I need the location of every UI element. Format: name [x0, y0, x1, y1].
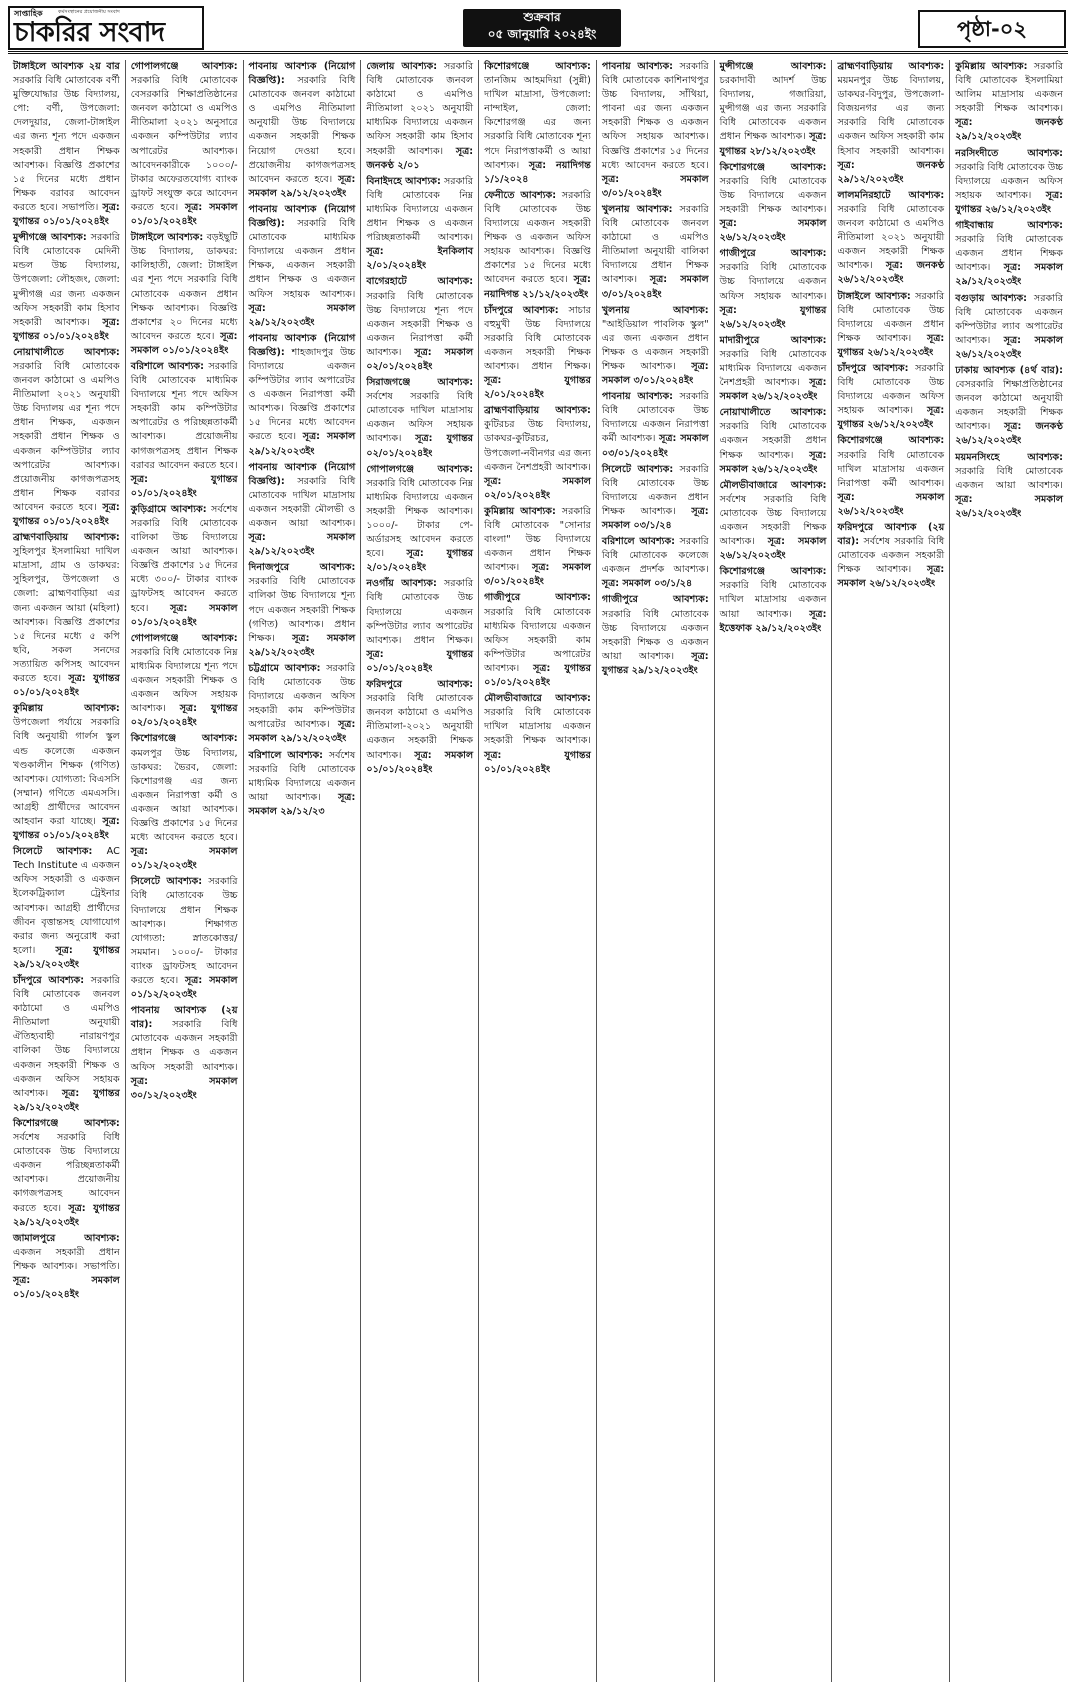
ad-source: সূত্র: সমকাল ২৯/১২/২০২৩ইং — [248, 719, 356, 745]
job-ad — [720, 247, 827, 332]
ad-heading: গাজীপুরে আবশ্যক: — [484, 592, 591, 604]
ad-heading: কিশোরগঞ্জে আবশ্যক: — [13, 1117, 120, 1129]
ad-heading: কিশোরগঞ্জে আবশ্যক: — [719, 161, 827, 173]
ad-body: সরকারি বিধি মোতাবেক মাধ্যমিক বিদ্যালয়ে একজন নৈশপ্রহরী আবশ্যক। — [719, 348, 827, 389]
ad-body: সরকারি বিধি মোতাবেক জনবল কাঠামো ও এমপিও নীতিমালা অনুযায়ী বালিকা বিদ্যালয়ে প্রধান শিক্ষক আবশ্যক। — [601, 203, 709, 286]
ad-heading: বগুড়ায় আবশ্যক: — [955, 292, 1028, 304]
issue-date: ০৫ জানুয়ারি ২০২৪ইং — [487, 27, 597, 41]
column — [950, 60, 1068, 1682]
ad-source: সূত্র: জনকণ্ঠ ২৬/১২/২০২৩ইং — [955, 421, 1063, 447]
job-ad — [366, 275, 473, 374]
ad-heading: বরিশালে আবশ্যক: — [601, 536, 676, 548]
masthead-subtitle: কর্মসংস্থানের প্রয়োজনীয় সংবাদ — [58, 9, 120, 15]
ad-body: সরকারি বিধি মোতাবেক মাধ্যমিক বিদ্যালয়ে শূন্য পদে অফিস সহকারী কাম কম্পিউটার অপারেটর ও পরিচ্ছন্নতাকর্মী আবশ্যক। প্রয়োজনীয় কাগজপত্রসহ প্রধান শিক্ষক বরাবর আবেদন করতে হবে। — [130, 360, 238, 471]
job-ad — [602, 390, 709, 460]
ad-heading: মৌলভীবাজারে আবশ্যক: — [484, 693, 591, 705]
ad-source: সূত্র: সমকাল ২৬/১২/২০২৩ইং — [955, 493, 1063, 519]
job-ad — [720, 565, 827, 635]
job-ad — [837, 434, 944, 519]
job-ad — [249, 60, 356, 201]
ad-source: সূত্র: যুগান্তর ০১/০১/২০২৪ইং — [484, 662, 591, 689]
ad-source: সূত্র: সমকাল ২৯/১২/২০২৩ইং — [955, 262, 1063, 288]
ad-heading: খুলনায় আবশ্যক: — [601, 203, 673, 215]
column — [361, 60, 479, 1682]
column — [244, 60, 362, 1682]
job-ad — [249, 203, 356, 330]
job-ad — [837, 521, 944, 591]
job-ad — [484, 591, 591, 690]
ad-body: সরকারি বিধি মোতাবেক উচ্চ বিদ্যালয়ে একজন নিরাপত্তা কর্মী আবশ্যক। — [601, 391, 709, 445]
ad-body: সরকারি বিধি মোতাবেক উচ্চ বিদ্যালয়ে একজন সহকারী শিক্ষক ও একজন আয়া আবশ্যক। — [601, 608, 709, 662]
job-ad — [131, 1004, 238, 1103]
ad-source: সূত্র: সমকাল ০১/০১/২০২৪ইং — [130, 330, 238, 356]
ad-heading: টাঙ্গাইলে আবশ্যক: — [130, 232, 204, 244]
column — [715, 60, 833, 1682]
ad-body: সর্বশেষ সরকারি বিধি মোতাবেক বালিকা উচ্চ বিদ্যালয়ে একজন আয়া আবশ্যক। বিজ্ঞপ্তি প্রকাশের ১৫ দিনের মধ্যে ৩০০/- টাকার ব্যাংক ড্রাফটসহ আবেদন করতে হবে। — [130, 503, 238, 614]
ad-heading: বিনাইদহে আবশ্যক: — [366, 175, 441, 187]
ad-body: সরকারি বিধি মোতাবেক উচ্চ বিদ্যালয়ে একজন অফিস সহায়ক আবশ্যক। — [955, 161, 1063, 201]
ad-body: সরকারি বিধি মোতাবেক নিম্ন মাধ্যমিক বিদ্যালয়ে শূন্য পদে একজন সহকারী শিক্ষক ও একজন অফিস সহায়ক আবশ্যক। — [130, 646, 238, 715]
job-ad — [366, 678, 473, 777]
ad-body: সরকারি বিধি মোতাবেক দাখিল মাদ্রাসায় একজন সহকারী মৌলভী ও একজন আয়া আবশ্যক। — [248, 475, 356, 529]
ad-heading: ফরিদপুরে আবশ্যক (২য় বার): — [837, 522, 945, 548]
ad-heading: পাবনায় আবশ্যক (নিয়োগ বিজ্ঞপ্তি): — [248, 61, 356, 87]
job-ad — [13, 231, 120, 344]
ad-heading: ফরিদপুরে আবশ্যক: — [366, 679, 474, 691]
ad-body: সরকারি বিধি মোতাবেক উচ্চ বিদ্যালয়ে একজন সহকারী শিক্ষক ও একজন অফিস সহায়ক আবশ্যক। বিজ্ঞপ্তি প্রকাশের ১৫ দিনের মধ্যে আবেদন করতে হবে। — [484, 189, 591, 286]
ad-source: সূত্র: যুগান্তর ০১/০১/২০২৪ইং — [13, 316, 120, 342]
job-ad — [13, 531, 120, 700]
ad-source: সূত্র: সমকাল ৩/০১/২০২৪ইং — [484, 562, 591, 588]
ad-body: সরকারি বিধি মোতাবেক উচ্চ বিদ্যালয়ে একজন কম্পিউটার ল্যাব অপারেটর আবশ্যক। প্রধান শিক্ষক। — [366, 578, 474, 646]
ad-source: সূত্র: সমকাল ০১/১২/২০২৩ইং — [130, 975, 238, 1001]
column — [8, 60, 126, 1682]
ad-heading: চট্টগ্রামে আবশ্যক: — [248, 662, 321, 674]
ad-source: সূত্র: সমকাল ০২/০১/২০২৪ইং — [366, 346, 474, 372]
ad-heading: পাবনায় আবশ্যক: — [601, 61, 673, 72]
ad-body: বেসরকারি শিক্ষাপ্রতিষ্ঠানের জনবল কাঠামো অনুযায়ী একজন সহকারী শিক্ষক আবশ্যক। — [955, 379, 1063, 433]
ad-heading: কিশোরগঞ্জে আবশ্যক: — [484, 61, 591, 72]
ad-source: সূত্র: সমকাল ২৬/১২/২০২৩ইং — [719, 218, 827, 244]
issue-day: শুক্রবার — [523, 10, 561, 24]
ad-heading: কুড়িগ্রামে আবশ্যক: — [130, 503, 207, 515]
job-ad — [602, 535, 709, 591]
ad-heading: সিলেটে আবশ্যক: — [130, 876, 203, 888]
ad-source: সূত্র: সমকাল ০৩/১/২৪ — [601, 505, 709, 531]
ad-source: সূত্র: সমকাল ২৬/১২/২০২৩ইং — [719, 377, 827, 403]
ad-heading: দিনাজপুরে আবশ্যক: — [248, 562, 356, 574]
ad-source: সূত্র: যুগান্তর ২৯/১২/২০২৩ইং — [13, 944, 120, 970]
ad-heading: ফেনীতে আবশ্যক: — [484, 189, 557, 201]
ad-heading: সিলেটে আবশ্যক: — [601, 463, 674, 475]
job-ad — [837, 189, 944, 288]
ad-body: সরকারি বিধি মোতাবেক জনবল কাঠামো ও এমপিও নীতিমালা অনুযায়ী উচ্চ বিদ্যালয়ে একজন সহকারী শিক্ষক নিয়োগ দেওয়া হবে। প্রয়োজনীয় কাগজপত্রসহ আবেদন করতে হবে। — [248, 75, 356, 185]
job-ad — [720, 161, 827, 246]
ad-source: সূত্র: জনকণ্ঠ ২৬/১২/২০২৩ইং — [837, 260, 945, 286]
ad-body: উপজেলা পর্যায়ে সরকারি বিধি অনুযায়ী গার্লস স্কুল এন্ড কলেজে একজন খণ্ডকালীন শিক্ষক (গণিত) আবশ্যক। যোগ্যতা: বিএসসি (সম্মান) গণিতে এমএসসি। আগ্রহী প্রার্থীদের আবেদন আহবান করা যাচ্ছে। — [13, 717, 120, 827]
job-ad — [720, 479, 827, 564]
ad-heading: নরসিংদীতে আবশ্যক: — [955, 147, 1063, 159]
ad-source: সূত্র: যুগান্তর ০১/০১/২০২৪ইং — [13, 501, 120, 527]
ad-body: সাচার বহুমুখী উচ্চ বিদ্যালয়ে সরকারি বিধি মোতাবেক একজন সহকারী শিক্ষক আবশ্যক। প্রধান শিক্ষক। — [484, 304, 591, 372]
ad-body: সরকারি বিধি মোতাবেক উচ্চ বিদ্যালয়ে একজন অফিস সহকারী কাম কম্পিউটার অপারেটর আবশ্যক। — [248, 662, 356, 731]
ad-body: সরকারি বিধি মোতাবেক দাখিল মাদ্রাসায় একজন আয়া আবশ্যক। — [719, 580, 827, 620]
column — [126, 60, 244, 1682]
job-ad — [955, 147, 1063, 217]
ad-source: সূত্র: সমকাল ২৯/১২/২০২৩ইং — [248, 431, 356, 457]
ad-source: সূত্র: যুগান্তর ০২/০১/২০২৪ইং — [130, 703, 238, 729]
ad-body: সুহিলপুর ইসলামিয়া দাখিল মাদ্রাসা, গ্রাম ও ডাকঘর: সুহিলপুর, উপজেলা ও জেলা: ব্রাহ্মণবাড়িয়া এর জন্য একজন আয়া (মহিলা) আবশ্যক। বিজ্ঞপ্তি প্রকাশের ১৫ দিনের মধ্যে ৫ কপি ছবি, সকল সনদের সত্যায়িত কপিসহ আবেদন করতে হবে। — [13, 546, 120, 685]
ad-source: সূত্র: যুগান্তর ২৯/১২/২০২৩ইং — [13, 1087, 120, 1113]
ad-heading: ব্রাহ্মণবাড়িয়ায় আবশ্যক: — [837, 61, 945, 72]
ad-body: সরকারি বিধি মোতাবেক "সোনার বাংলা" উচ্চ বিদ্যালয়ে একজন প্রধান শিক্ষক আবশ্যক। — [484, 505, 591, 574]
ad-source: সূত্র: যুগান্তর ২/০১/২০২৪ইং — [484, 375, 591, 401]
ad-source: সূত্র: ইনকিলাব ২/০১/২০২৪ইং — [366, 246, 474, 272]
ad-source: সূত্র: সমকাল ০৩/০১/২০২৪ইং — [601, 433, 709, 459]
ad-source: সূত্র: যুগান্তর ২৬/১২/২০২৩ইং — [837, 405, 945, 431]
ad-heading: গাজীপুরে আবশ্যক: — [719, 248, 827, 260]
ad-body: ময়মনপুর উচ্চ বিদ্যালয়, ডাকঘর-বিদুপুর, উপজেলা-বিজয়নগর এর জন্য সরকারি বিধি মোতাবেক একজন অফিস সহকারী কাম হিসাব সহকারী আবশ্যক। — [837, 75, 945, 157]
ad-body: সরকারি বিধি মোতাবেক ইসলামিয়া আলিম মাদ্রাসায় একজন সহকারী শিক্ষক আবশ্যক। — [955, 61, 1063, 115]
job-ad — [484, 189, 591, 302]
ad-body: সরকারি বিধি মোতাবেক উচ্চ বিদ্যালয়ে একজন প্রধান শিক্ষক আবশ্যক। — [601, 463, 709, 517]
job-ad — [720, 406, 827, 476]
ad-body: সরকারি বিধি মোতাবেক কাশিনাথপুর উচ্চ বিদ্যালয়, সাঁথিয়া, পাবনা এর জন্য একজন সহকারী শিক্ষক ও একজন অফিস সহায়ক আবশ্যক। বিজ্ঞপ্তি প্রকাশের ১৫ দিনের মধ্যে আবেদন করতে হবে। — [601, 61, 709, 171]
ad-heading: পাবনায় আবশ্যক (নিয়োগ বিজ্ঞপ্তি): — [248, 332, 356, 358]
ad-source: সূত্র: সমকাল ২৬/১২/২০২৩ইং — [719, 449, 827, 475]
job-ad — [131, 503, 238, 630]
ad-source: সূত্র: যুগান্তর ২৬/১২/২০২৩ইং — [719, 304, 827, 330]
ad-body: সরকারি বিধি মোতাবেক একজন সহকারী প্রধান শিক্ষক ও একজন অফিস সহকারী আবশ্যক। — [130, 1019, 238, 1073]
job-ad — [131, 231, 238, 358]
classified-columns — [8, 60, 1068, 1682]
column — [479, 60, 597, 1682]
ad-body: শাহজাদপুর উচ্চ বিদ্যালয়ে একজন কম্পিউটার ল্যাব অপারেটর ও একজন নিরাপত্তা কর্মী আবশ্যক। বিজ্ঞপ্তি প্রকাশের ১৫ দিনের মধ্যে আবেদন করতে হবে। — [248, 346, 356, 443]
job-ad — [602, 60, 709, 201]
job-ad — [13, 702, 120, 843]
ad-body: সর্বশেষ সরকারি বিধি মোতাবেক মাধ্যমিক বিদ্যালয়ে একজন আয়া আবশ্যক। — [248, 749, 356, 803]
job-ad — [955, 292, 1063, 362]
ad-body: কুটিরচর উচ্চ বিদ্যালয়, ডাকঘর-কুটিরচর, উপজেলা-নবীনগর এর জন্য একজন নৈশপ্রহরী আবশ্যক। — [484, 419, 591, 473]
ad-heading: ময়মনসিংহে আবশ্যক: — [955, 451, 1063, 463]
masthead-title: চাকরির সংবাদ — [14, 17, 165, 48]
ad-heading: কিশোরগঞ্জে আবশ্যক: — [130, 733, 238, 745]
job-ad — [13, 1232, 120, 1302]
ad-body: সরকারি বিধি মোতাবেক মাধ্যমিক বিদ্যালয়ে একজন অফিস সহকারী কাম কম্পিউটার অপারেটর আবশ্যক। — [484, 606, 591, 674]
ad-heading: খুলনায় আবশ্যক: — [601, 304, 709, 316]
ad-source: সূত্র: সমকাল ০১/০১/২০২৪ইং — [366, 749, 474, 775]
date-box — [463, 9, 621, 47]
job-ad — [13, 60, 120, 229]
ad-body: সরকারি বিধি মোতাবেক মাধ্যমিক বিদ্যালয়ে একজন প্রধান শিক্ষক, একজন সহকারী প্রধান শিক্ষক ও একজন অফিস সহায়ক আবশ্যক। — [248, 218, 356, 300]
ad-source: সূত্র: সমকাল ০২/০১/২০২৪ইং — [484, 475, 591, 501]
job-ad — [602, 203, 709, 302]
job-ad — [249, 662, 356, 747]
ad-source: সূত্র: যুগান্তর ২৬/১২/২০২৩ইং — [837, 332, 945, 358]
ad-heading: গোপালগঞ্জে আবশ্যক: — [130, 632, 238, 644]
job-ad — [484, 692, 591, 777]
job-ad — [602, 463, 709, 533]
job-ad — [131, 60, 238, 229]
job-ad — [13, 1117, 120, 1230]
ad-heading: মাদারীপুরে আবশ্যক: — [719, 334, 827, 346]
job-ad — [602, 304, 709, 389]
job-ad — [955, 60, 1063, 145]
ad-source: সূত্র: যুগান্তর ২৯/১২/২০২৩ইং — [13, 1202, 120, 1228]
ad-source: সূত্র: সমকাল ০৩/১/২৪ — [601, 578, 693, 590]
ad-body: সর্বশেষ সরকারি বিধি মোতাবেক উচ্চ বিদ্যালয়ে একজন সহকারী শিক্ষক আবশ্যক। — [719, 493, 827, 548]
ad-heading: বাগেরহাটে আবশ্যক: — [366, 276, 474, 288]
ad-heading: বরিশালে আবশ্যক: — [248, 749, 324, 761]
ad-heading: কিশোরগঞ্জে আবশ্যক: — [837, 435, 945, 447]
ad-body: সরকারি বিধি মোতাবেক বেসরকারি শিক্ষাপ্রতিষ্ঠানের জনবল কাঠামো ও এমপিও নীতিমালা ২০২১ অনুসারে একজন কম্পিউটার ল্যাব অপারেটর আবশ্যক। আবেদনকারীকে ১০০০/- টাকার অফেরতযোগ্য ব্যাংক ড্রাফট সংযুক্ত করে আবেদন করতে হবে। — [130, 75, 238, 213]
ad-heading: কুমিল্লায় আবশ্যক: — [955, 61, 1028, 72]
job-ad — [484, 304, 591, 403]
ad-source: সূত্র: যুগান্তর ২/০১/২০২৪ইং — [366, 548, 474, 574]
ad-body: সরকারি বিধি মোতাবেক জনবল কাঠামো ও এমপিও নীতিমালা ২০২১ অনুযায়ী মাধ্যমিক বিদ্যালয়ে একজন অফিস সহকারী কাম হিসাব সহকারী আবশ্যক। — [366, 61, 474, 157]
ad-body: সর্বশেষ সরকারি বিধি মোতাবেক দাখিল মাদ্রাসায় একজন অফিস সহায়ক আবশ্যক। — [366, 391, 474, 445]
ad-body: তানজিম আহমদিয়া (সুন্নী) দাখিল মাদ্রাসা, উপজেলা: নান্দাইল, জেলা: কিশোরগঞ্জ এর জন্য সরকারি বিধি মোতাবেক শূন্য পদে নিরাপত্তাকর্মী ও আয়া আবশ্যক। — [484, 75, 591, 171]
ad-heading: কুমিল্লায় আবশ্যক: — [13, 703, 120, 715]
ad-body: সরকারি বিধি মোতাবেক জনবল কাঠামো ও এমপিও নীতিমালা-২০২১ অনুযায়ী একজন সহকারী শিক্ষক আবশ্যক। — [366, 693, 474, 761]
ad-source: সূত্র: সমকাল ২৬/১২/২০২৩ইং — [837, 491, 945, 517]
ad-body: সরকারি বিধি মোতাবেক জনবল কাঠামো ও এমপিও নীতিমালা ২০২১ অনুযায়ী উচ্চ বিদ্যালয় এর শূন্য পদে প্রধান শিক্ষক, একজন সহকারী প্রধান শিক্ষক ও একজন কম্পিউটার ল্যাব অপারেটর আবশ্যক। প্রয়োজনীয় কাগজপত্রসহ প্রধান শিক্ষক বরাবর আবেদন করতে হবে। — [13, 360, 120, 513]
job-ad — [249, 561, 356, 660]
ad-source: সূত্র: সমকাল ৩/০১/২০২৪ইং — [601, 173, 709, 199]
ad-body: সর্বশেষ সরকারি বিধি মোতাবেক উচ্চ বিদ্যালয়ে একজন পরিচ্ছন্নতাকর্মী আবশ্যক। প্রয়োজনীয় কাগজপত্রসহ আবেদন করতে হবে। — [13, 1132, 120, 1214]
ad-heading: চাঁদপুরে আবশ্যক: — [484, 304, 559, 316]
ad-source: সূত্র: যুগান্তর ০১/০১/২০২৪ইং — [13, 673, 120, 699]
ad-heading: গাজীপুরে আবশ্যক: — [601, 594, 709, 606]
job-ad — [955, 219, 1063, 289]
ad-source: সূত্র: যুগান্তর ২৬/১২/২০২৩ইং — [955, 189, 1063, 215]
ad-heading: চাঁদপুরে আবশ্যক: — [13, 975, 85, 986]
ad-source: সূত্র: সমকাল ০১/০১/২০২৪ইং — [130, 201, 238, 228]
ad-heading: জামালপুরে আবশ্যক: — [13, 1232, 120, 1244]
ad-heading: জেলায় আবশ্যক: — [366, 61, 438, 72]
job-ad — [13, 346, 120, 529]
ad-heading: মৌলভীবাজারে আবশ্যক: — [719, 479, 827, 491]
ad-source: সূত্র: নয়াদিগন্ত ২১/১২/২০২৩ইং — [484, 274, 591, 300]
ad-body: চরকাদাবী আদর্শ উচ্চ বিদ্যালয়, গজারিয়া, মুন্সীগঞ্জ এর জন্য সরকারি বিধি মোতাবেক একজন প্রধান শিক্ষক আবশ্যক। — [719, 75, 827, 143]
ad-source: সূত্র: সমকাল ২৯/১২/২০২৩ইং — [248, 532, 356, 558]
ad-source: সূত্র: যুগান্তর ০১/০১/২০২৪ইং — [484, 749, 591, 775]
ad-body: সরকারি বিধি মোতাবেক মেদিনী মন্ডল উচ্চ বিদ্যালয়, উপজেলা: লৌহজং, জেলা: মুন্সীগঞ্জ এর জন্য একজন অফিস সহকারী কাম হিসাব সহকারী আবশ্যক। — [13, 232, 120, 328]
job-ad — [720, 60, 827, 159]
ad-heading: কুমিল্লায় আবশ্যক: — [484, 505, 556, 517]
job-ad — [955, 451, 1063, 521]
ad-source: সূত্র: যুগান্তর ০১/০১/২০২৪ইং — [130, 473, 238, 499]
ad-source: সূত্র: সমকাল ২৯/১২/২০২৩ইং — [248, 632, 356, 658]
ad-heading: গোপালগঞ্জে আবশ্যক: — [366, 463, 474, 475]
ad-body: সরকারি বিধি মোতাবেক দাখিল মাদ্রাসায় একজন সহকারী শিক্ষক আবশ্যক। — [484, 707, 591, 747]
ad-body: সরকারি বিধি মোতাবেক বালিকা উচ্চ বিদ্যালয়ে শূন্য পদে একজন সহকারী শিক্ষক (গণিত) আবশ্যক। প্রধান শিক্ষক। — [248, 576, 356, 644]
ad-source: সূত্র: সমকাল ২৯/১২/২০২৩ইং — [248, 302, 356, 328]
ad-source: সূত্র: সমকাল ২৯/১২/২০২৩ইং — [248, 173, 356, 199]
job-ad — [13, 845, 120, 972]
job-ad — [602, 593, 709, 678]
ad-body: সরকারি বিধি মোতাবেক উচ্চ বিদ্যালয়ে একজন প্রধান শিক্ষক আবশ্যক। — [837, 290, 945, 344]
job-ad — [131, 360, 238, 501]
job-ad — [366, 463, 473, 576]
page-number: পৃষ্ঠা-০২ — [918, 10, 1066, 48]
job-ad — [366, 376, 473, 461]
job-ad — [366, 60, 473, 173]
ad-heading: মুন্সীগঞ্জে আবশ্যক: — [13, 232, 87, 244]
ad-source: সূত্র: ইত্তেফাক ২৯/১২/২০২৩ইং — [719, 608, 827, 634]
ad-body: সরকারি বিধি মোতাবেক উচ্চ বিদ্যালয়ে প্রধান শিক্ষক আবশ্যক। শিক্ষাগত যোগ্যতা: স্নাতকোত্তর/সমমান। ১০০০/- টাকার ব্যাংক ড্রাফটসহ আবেদন করতে হবে। — [130, 876, 238, 986]
job-ad — [131, 875, 238, 1002]
ad-body: সরকারি বিধি মোতাবেক একজন আয়া আবশ্যক। — [955, 465, 1063, 491]
ad-heading: পাবনায় আবশ্যক (নিয়োগ বিজ্ঞপ্তি): — [248, 461, 356, 487]
page-header — [8, 6, 1068, 54]
masthead-tag: সাপ্তাহিক — [14, 9, 43, 18]
ad-source: সূত্র: সমকাল ৩/০১/২০২৪ইং — [601, 360, 709, 387]
ad-body: "আইডিয়াল পাবলিক স্কুল" এর জন্য একজন প্রধান শিক্ষক ও একজন সহকারী শিক্ষক আবশ্যক। — [601, 318, 709, 372]
ad-source: সূত্র: যুগান্তর ০১/০১/২০২৪ইং — [13, 815, 120, 842]
ad-body: সরকারি বিধি মোতাবেক নিম্ন মাধ্যমিক বিদ্যালয়ে একজন সহকারী শিক্ষক আবশ্যক। ১০০০/- টাকার পে-অর্ডারসহ আবেদন করতে হবে। — [366, 477, 474, 560]
ad-source: সূত্র: যুগান্তর ০১/০১/২০২৪ইং — [13, 201, 120, 228]
job-ad — [131, 732, 238, 873]
ad-heading: গোপালগঞ্জে আবশ্যক: — [130, 61, 238, 72]
ad-source: সূত্র: যুগান্তর ২৯/১২/২০২৩ইং — [601, 650, 709, 676]
ad-body: সরকারি বিধি মোতাবেক একজন প্রধান শিক্ষক আবশ্যক। — [955, 234, 1063, 274]
ad-heading: ঢাকায় আবশ্যক (৪র্থ বার): — [955, 364, 1063, 376]
job-ad — [366, 175, 473, 274]
ad-body: সরকারি বিধি মোতাবেক উচ্চ বিদ্যালয়ে একজন অফিস সহায়ক আবশ্যক। — [719, 262, 827, 302]
ad-body: সর্বশেষ সরকারি বিধি মোতাবেক একজন সহকারী শিক্ষক আবশ্যক। — [837, 536, 945, 576]
ad-source: সূত্র: সমকাল ৩/০১/২০২৪ইং — [601, 274, 709, 300]
ad-body: সরকারি বিধি মোতাবেক একজন সহকারী প্রধান শিক্ষক আবশ্যক। — [719, 421, 827, 461]
ad-heading: ব্রাহ্মণবাড়িয়ায় আবশ্যক: — [484, 405, 591, 417]
job-ad — [955, 364, 1063, 449]
ad-body: একজন সহকারী প্রধান শিক্ষক আবশ্যক। সভাপতি। — [13, 1246, 120, 1272]
ad-source: সূত্র: জনকণ্ঠ ২/০১ — [366, 145, 474, 171]
job-ad — [366, 577, 473, 676]
ad-body: সরকারি বিধি মোতাবেক জনবল কাঠামো ও এমপিও নীতিমালা ২০২১ অনুযায়ী একজন সহকারী শিক্ষক আবশ্যক। — [837, 203, 945, 272]
ad-source: সূত্র: সমকাল ০১/১২/২০২৩ইং — [130, 846, 238, 872]
job-ad — [249, 461, 356, 560]
ad-heading: মুন্সীগঞ্জে আবশ্যক: — [719, 61, 827, 72]
ad-source: সূত্র: যুগান্তর ০১/০১/২০২৪ইং — [366, 648, 474, 674]
ad-body: সরকারি বিধি মোতাবেক দাখিল মাদ্রাসায় একজন নিরাপত্তা কর্মী আবশ্যক। — [837, 449, 945, 489]
ad-heading: ব্রাহ্মণবাড়িয়ায় আবশ্যক: — [13, 532, 120, 544]
job-ad — [484, 505, 591, 590]
ad-heading: নওগাঁয় আবশ্যক: — [366, 578, 437, 590]
ad-heading: লালমনিরহাটে আবশ্যক: — [837, 189, 945, 201]
job-ad — [837, 60, 944, 187]
ad-source: সূত্র: সমকাল ০১/০১/২০২৪ইং — [130, 602, 238, 628]
ad-source: সূত্র: সমকাল ০১/০১/২০২৪ইং — [13, 1274, 120, 1301]
job-ad — [484, 60, 591, 187]
column — [597, 60, 715, 1682]
ad-body: সরকারি বিধি মোতাবেক উচ্চ বিদ্যালয়ে একজন সহকারী শিক্ষক আবশ্যক। — [719, 175, 827, 215]
ad-source: সূত্র: সমকাল ২৯/১২/২৩ — [248, 791, 356, 817]
ad-source: সূত্র: জনকণ্ঠ ২৯/১২/২০২৩ইং — [837, 159, 945, 185]
job-ad — [837, 362, 944, 432]
ad-body: সরকারি বিধি মোতাবেক জনবল কাঠামো ও এমপিও নীতিমালা অনুযায়ী ঐতিহ্যবাহী নারায়ণপুর বালিকা উচ্চ বিদ্যালয়ে একজন সহকারী শিক্ষক ও একজন অফিস সহায়ক আবশ্যক। — [13, 975, 120, 1099]
ad-heading: গাইবান্ধায় আবশ্যক: — [955, 220, 1063, 232]
job-ad — [131, 632, 238, 731]
ad-body: সরকারি বিধি মোতাবেক একজন কম্পিউটার ল্যাব অপারেটর আবশ্যক। — [955, 292, 1063, 346]
ad-heading: নোয়াখালীতে আবশ্যক: — [13, 346, 120, 358]
ad-heading: সিরাজগঞ্জে আবশ্যক: — [366, 377, 474, 389]
masthead-logo — [8, 6, 204, 50]
job-ad — [249, 332, 356, 459]
ad-body: সরকারি বিধি মোতাবেক উচ্চ বিদ্যালয়ে একজন অফিস সহায়ক আবশ্যক। — [837, 362, 945, 417]
ad-heading: টাঙ্গাইলে আবশ্যক: — [837, 290, 911, 302]
ad-source: সূত্র: যুগান্তর ২৮/১২/২০২৩ইং — [719, 131, 827, 157]
ad-heading: টাঙ্গাইলে আবশ্যক ২য় বার — [13, 61, 120, 72]
ad-source: সূত্র: সমকাল ২৬/১২/২০২৩ইং — [719, 536, 827, 562]
ad-body: সরকারি বিধি মোতাবেক উচ্চ বিদ্যালয়ে শূন্য পদে একজন সহকারী শিক্ষক ও একজন নিরাপত্তা কর্মী আবশ্যক। — [366, 290, 474, 358]
ad-source: সূত্র: জনকণ্ঠ ২৯/১২/২০২৩ইং — [955, 117, 1063, 143]
ad-heading: সিলেটে আবশ্যক: — [13, 846, 93, 858]
ad-source: সূত্র: সমকাল ২৬/১২/২০২৩ইং — [955, 334, 1063, 360]
ad-source: সূত্র: সমকাল ৩০/১২/২০২৩ইং — [130, 1075, 238, 1101]
ad-heading: কিশোরগঞ্জে আবশ্যক: — [719, 566, 827, 578]
ad-body: AC Tech Institute এ একজন অফিস সহকারী ও একজন ইলেকট্রিক্যাল ট্রেইনার আবশ্যক। আগ্রহী প্রার্থীদের জীবন বৃত্তান্তসহ যোগাযোগ করার জন্য অনুরোধ করা হলো। — [13, 846, 120, 956]
ad-heading: পাবনায় আবশ্যক: — [601, 391, 673, 403]
ad-heading: নোয়াখালীতে আবশ্যক: — [719, 407, 827, 419]
ad-body: সরকারি বিধি মোতাবেক কলেজে একজন প্রদর্শক আবশ্যক। — [601, 536, 709, 576]
column — [832, 60, 950, 1682]
job-ad — [13, 974, 120, 1115]
ad-heading: পাবনায় আবশ্যক (নিয়োগ বিজ্ঞপ্তি): — [248, 203, 356, 230]
job-ad — [249, 749, 356, 819]
ad-body: সরকারি বিধি মোতাবেক বর্ণী মুক্তিযোদ্ধার উচ্চ বিদ্যালয়, পো: বর্ণী, উপজেলা: দেলদুয়ার, জেলা-টাঙ্গাইল এর জন্য শূন্য পদে একজন সহকারী প্রধান শিক্ষক আবশ্যক। বিজ্ঞপ্তি প্রকাশের ১৫ দিনের মধ্যে প্রধান শিক্ষক বরাবর আবেদন করতে হবে। সভাপতি। — [13, 75, 120, 213]
ad-heading: পাবনায় আবশ্যক (২য় বার): — [130, 1005, 238, 1031]
ad-body: বড়ইছুটি উচ্চ বিদ্যালয়, ডাকঘর: কালিহাতী, জেলা: টাঙ্গাইল এর শূন্য পদে সরকারি বিধি মোতাবেক একজন প্রধান শিক্ষক আবশ্যক। বিজ্ঞপ্তি প্রকাশের ২০ দিনের মধ্যে আবেদন করতে হবে। — [130, 232, 238, 342]
ad-source: সূত্র: যুগান্তর ০২/০১/২০২৪ইং — [366, 433, 474, 459]
job-ad — [837, 290, 944, 360]
ad-heading: চাঁদপুরে আবশ্যক: — [837, 362, 909, 374]
ad-body: সরকারি বিধি মোতাবেক নিম্ন মাধ্যমিক বিদ্যালয়ে একজন প্রধান শিক্ষক ও একজন পরিচ্ছন্নতাকর্মী আবশ্যক। — [366, 175, 474, 244]
job-ad — [484, 404, 591, 503]
ad-body: কমলপুর উচ্চ বিদ্যালয়, ডাকঘর: ভৈরব, জেলা: কিশোরগঞ্জ এর জন্য একজন নিরাপত্তা কর্মী ও একজন আয়া আবশ্যক। বিজ্ঞপ্তি প্রকাশের ১৫ দিনের মধ্যে আবেদন করতে হবে। — [130, 747, 238, 844]
ad-source: সূত্র: নয়াদিগন্ত ১/১/২০২৪ — [484, 159, 591, 185]
job-ad — [720, 334, 827, 404]
ad-source: সূত্র: সমকাল ২৬/১২/২০২৩ইং — [837, 564, 945, 590]
ad-heading: বরিশালে আবশ্যক: — [130, 360, 204, 372]
